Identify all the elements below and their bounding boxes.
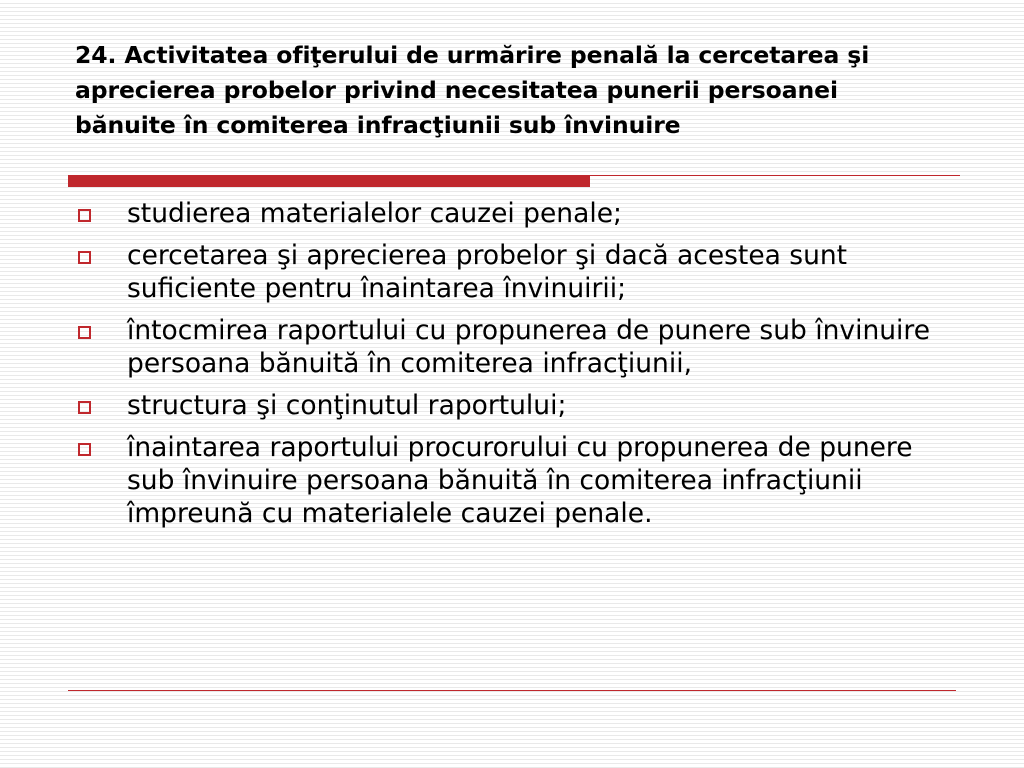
- bullet-text: înaintarea raportului procurorului cu propunerea de punere sub învinuire persoana bănuită în comiterea infracţiunii împreună cu materialele cauzei penale.: [127, 432, 913, 529]
- hollow-square-icon: [78, 401, 91, 414]
- hollow-square-icon: [78, 251, 91, 264]
- list-item: [78, 197, 958, 230]
- hollow-square-icon: [78, 443, 91, 456]
- list-item: [78, 314, 958, 380]
- bullet-list: [78, 197, 958, 539]
- list-item: [78, 389, 958, 422]
- bullet-text: cercetarea şi aprecierea probelor şi dacă acestea sunt suficiente pentru înaintarea învinuirii;: [127, 240, 848, 304]
- list-item: [78, 431, 958, 530]
- bullet-text: studierea materialelor cauzei penale;: [127, 198, 622, 229]
- title-underline: [68, 175, 960, 189]
- title-underline-thick: [68, 176, 590, 187]
- bullet-text: întocmirea raportului cu propunerea de punere sub învinuire persoana bănuită în comiterea infracţiunii,: [127, 315, 931, 379]
- hollow-square-icon: [78, 209, 91, 222]
- list-item: [78, 239, 958, 305]
- slide-title: 24. Activitatea ofiţerului de urmărire penală la cercetarea şi aprecierea probelor privind necesitatea punerii persoanei bănuite în comiterea infracţiunii sub învinuire: [75, 41, 870, 139]
- hollow-square-icon: [78, 326, 91, 339]
- footer-divider: [68, 690, 956, 691]
- bullet-text: structura şi conţinutul raportului;: [127, 390, 567, 421]
